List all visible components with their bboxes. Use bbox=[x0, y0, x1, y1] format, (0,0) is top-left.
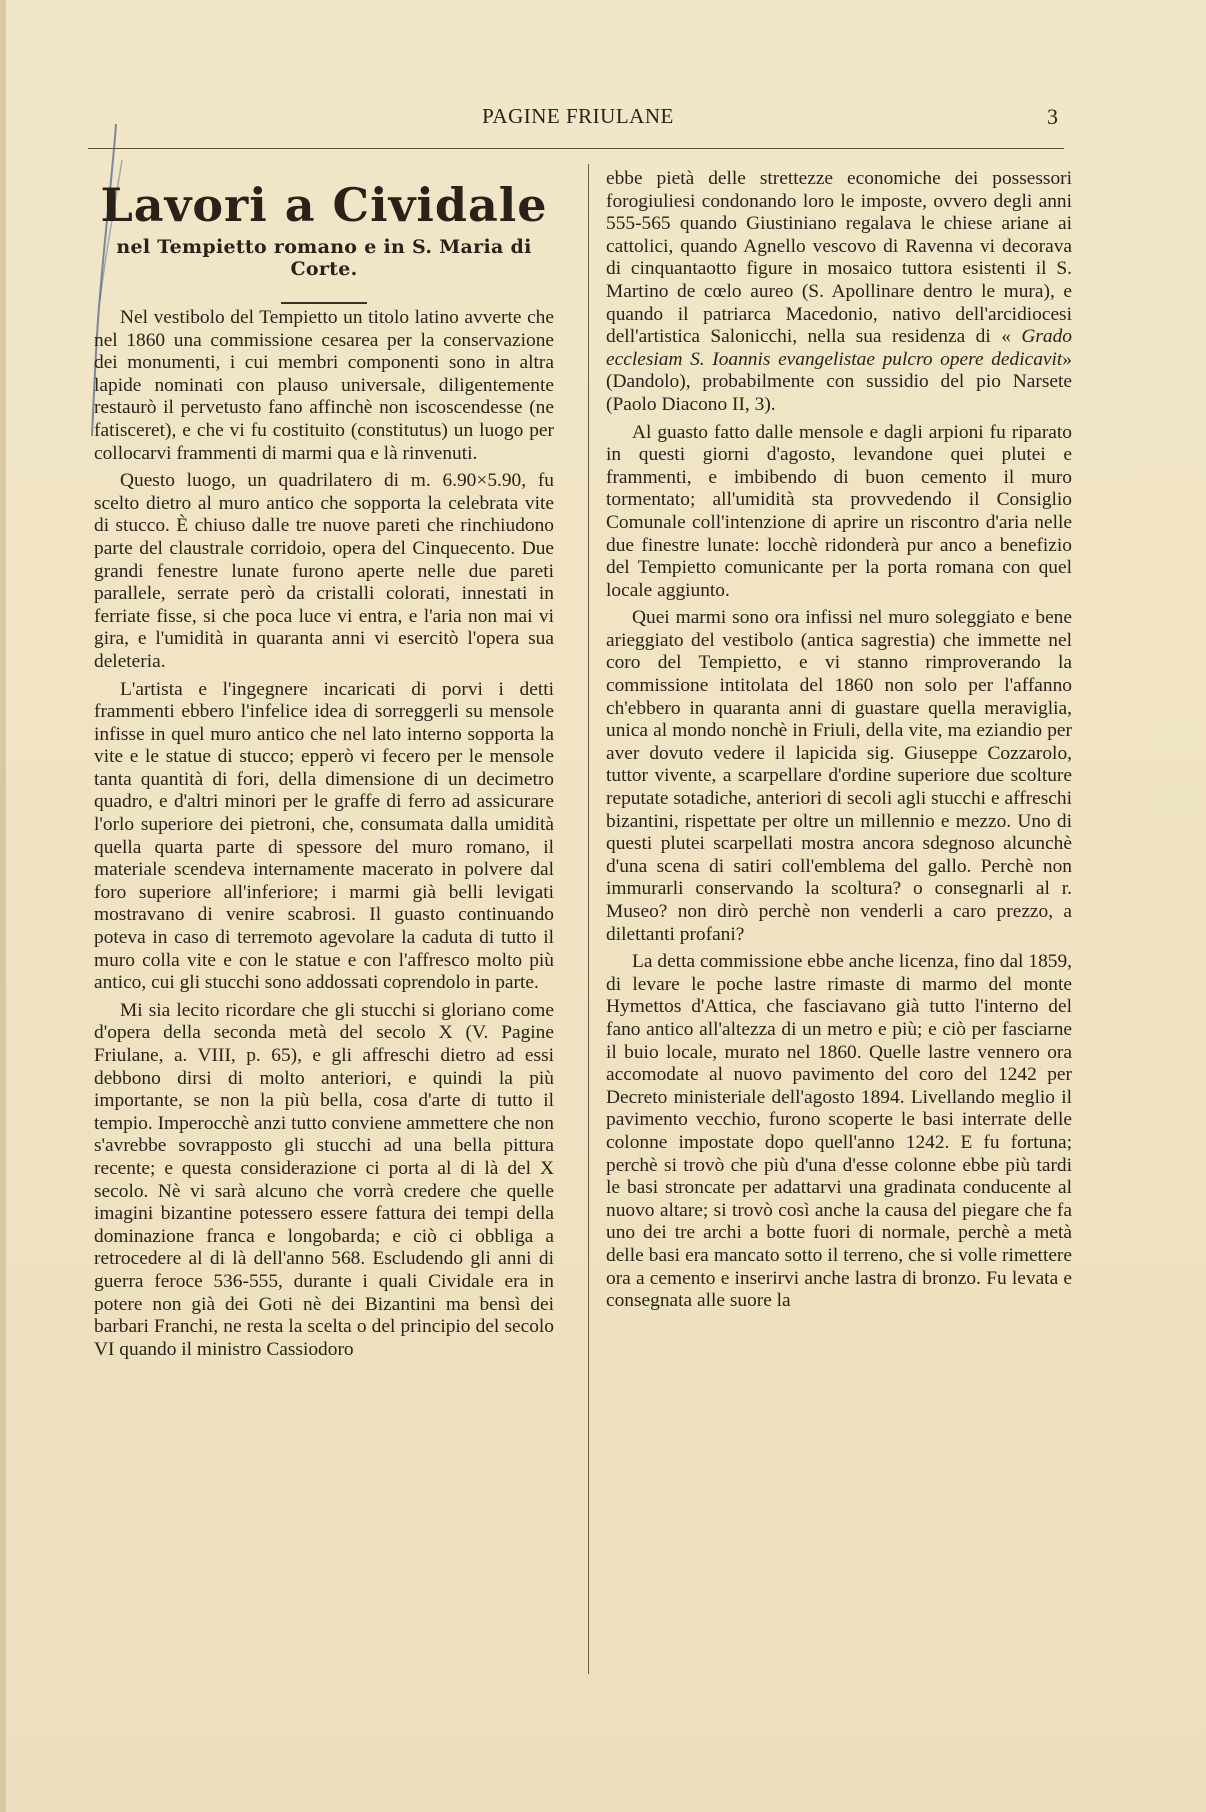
paragraph: Questo luogo, un quadrilatero di m. 6.90×5.90, fu scelto dietro al muro antico che sopporta la celebrata vite di stucco. È chiuso dalle tre nuove pareti che rinchiudono parte del claustrale corridoio, opera del Cinquecento. Due grandi fenestre lunate furono aperte nelle due pareti parallele, serrate però da cristalli colorati, innestati in ferriate fisse, si che poca luce vi entra, e l'aria non mai vi gira, e l'umidità in quaranta anni vi esercitò l'opera sua deleteria. bbox=[94, 470, 554, 672]
paragraph-text: » (Dandolo), probabilmente con sussidio del pio Narsete (Paolo Diacono II, 3). bbox=[606, 348, 1072, 415]
paragraph bbox=[606, 951, 1072, 1313]
paragraph: Mi sia lecito ricordare che gli stucchi si gloriano come d'opera della seconda metà del secolo X (V. Pagine Friulane, a. VIII, p. 65), e gli affreschi dietro ad essi debbono dirsi di molto anteriori, e quindi la più importante, se non la più bella, cosa d'arte di tutto il tempio. Imperocchè anzi tutto conviene ammettere che non s'avrebbe sovrapposto gli stucchi ad una bella pittura recente; e questa considerazione ci porta al di là del X secolo. Nè vi sarà alcuno che vorrà credere che quelle imagini bizantine potessero essere fattura dei tempi della dominazione franca e longobarda; e ciò ci obbliga a retrocedere al di là dell'anno 568. Escludendo gli anni di guerra feroce 536-555, durante i quali Cividale era in potere non già dei Goti nè dei Bizantini ma bensì dei barbari Franchi, ne resta la scelta o del principio del secolo VI quando il ministro Cassiodoro bbox=[94, 999, 554, 1360]
column-divider bbox=[588, 164, 589, 1674]
paragraph-text: La detta commissione ebbe anche licenza, fino dal 1859, di levare le poche lastre rimaste di marmo del monte Hymettos d'Attica, che fasciavano già tutto l'interno del fano antico all'altezza di un metro e più; e ciò per fasciarne il buio locale, murato nel 1860. Quelle lastre vennero ora accomodate al nuovo pavimento del coro del 1242 per Decreto ministeriale dell'agosto 1894. Livellando meglio il pavimento vecchio, furono scoperte le basi interrate delle colonne impostate dopo quell'anno 1242. E fu fortuna; perchè si trovò che più d'una d'esse colonne ebbe più tardi le basi stroncate per adattarvi una gradinata conducente al nuovo altare; si trovò così anche la causa del piegare che fa uno dei tre archi a botte fuori di normale, perchè a metà delle basi era mancato sotto il terreno, che si volle rimettere ora a cemento e inserirvi anche lastra di bronzo. Fu levata e consegnata alle suore la bbox=[606, 951, 1072, 1312]
paragraph: L'artista e l'ingegnere incaricati di porvi i detti frammenti ebbero l'infelice idea di sorreggerli su mensole infisse in quel muro antico che nel lato interno sopporta la vite e le statue di stucco; epperò vi fecero per le mensole tanta quantità di fori, della dimensione di un decimetro quadro, e d'altri minori per le graffe di ferro ad assicurare l'orlo superiore dei pietroni, che, consumata dalla umidità quella quarta parte di spessore del muro romano, il materiale scendeva internamente macerato in polvere dal foro superiore all'inferiore; i marmi già belli levigati mostravano di venire scabrosi. Il guasto continuando poteva in caso di terremoto agevolare la caduta di tutto il muro colla vite e con le statue e con l'affresco molto più antico, cui gli stucchi sono addossati coprendolo in parte. bbox=[94, 678, 554, 994]
quoted-latin: Grado ecclesiam S. Ioannis evangelistae pulcro opere dedicavit bbox=[606, 326, 1072, 370]
paragraph-text: ebbe pietà delle strettezze economiche dei possessori forogiuliesi condonando loro le imposte, ovvero degli anni 555-565 quando Giustiniano regalava le chiese ariane ai cattolici, quando Agnello vescovo di Ravenna vi decorava di cinquantaotto figure in mosaico tuttora esistenti il S. Martino de cœlo aureo (S. Apollinare dentro le mura), e quando il patriarca Macedonio, nativo dell'arcidiocesi dell'artistica Salonicchi, nella sua residenza di « bbox=[606, 168, 1072, 348]
paragraph-text: Al guasto fatto dalle mensole e dagli arpioni fu riparato in questi giorni d'agosto, levandone quei plutei e frammenti, e imbibendo di buon cemento il muro tormentato; all'umidità sta provvedendo il Consiglio Comunale coll'intenzione di aprire un riscontro d'aria nelle due finestre lunate: locchè ridonderà pur anco a benefizio del Tempietto comunicante per la porta romana con quel locale aggiunto. bbox=[606, 421, 1072, 601]
title-rule bbox=[281, 302, 367, 304]
running-title: PAGINE FRIULANE bbox=[482, 104, 674, 128]
article-heading bbox=[94, 178, 554, 304]
page-edge bbox=[0, 0, 6, 1812]
header-rule bbox=[88, 148, 1064, 149]
paragraph bbox=[606, 168, 1072, 417]
paragraph: Nel vestibolo del Tempietto un titolo latino avverte che nel 1860 una commissione cesarea per la conservazione dei monumenti, i cui membri componenti sono in altra lapide nominati con plauso universale, diligentemente restaurò il pervetusto fano affinchè non iscoscendesse (ne fatisceret), e che vi fu costituito (constitutus) un luogo per collocarvi frammenti di marmi qua e là rinvenuti. bbox=[94, 307, 554, 464]
page-header bbox=[0, 104, 1206, 134]
page-number: 3 bbox=[1047, 104, 1058, 129]
paragraph bbox=[606, 422, 1072, 603]
paragraph bbox=[606, 607, 1072, 946]
right-column bbox=[606, 168, 1072, 1318]
left-column bbox=[94, 307, 554, 1366]
article-title: Lavori a Cividale bbox=[100, 178, 548, 232]
paragraph-text: Quei marmi sono ora infissi nel muro soleggiato e bene arieggiato del vestibolo (antica sagrestia) che immette nel coro del Tempietto, e vi stanno rimproverando la commissione intitolata del 1860 non solo per l'affanno ch'ebbero in quaranta anni di guastare quella meraviglia, unica al mondo nonchè in Friuli, della vite, ma eziandio per aver dovuto vedere il lapicida sig. Giuseppe Cozzarolo, tuttor vivente, a scarpellare d'ordine superiore due scolture reputate sotadiche, anteriori di secoli agli stucchi e affreschi bizantini, rispettate per oltre un millennio e mezzo. Uno di questi plutei scarpellati mostra ancora sdegnoso alcunchè d'una scena di satiri coll'emblema del gallo. Perchè non immurarli conservando la scoltura? o consegnarli al r. Museo? non dirò perchè non venderli a caro prezzo, a dilettanti profani? bbox=[606, 607, 1072, 945]
article-subtitle: nel Tempietto romano e in S. Maria di Corte. bbox=[116, 236, 532, 280]
